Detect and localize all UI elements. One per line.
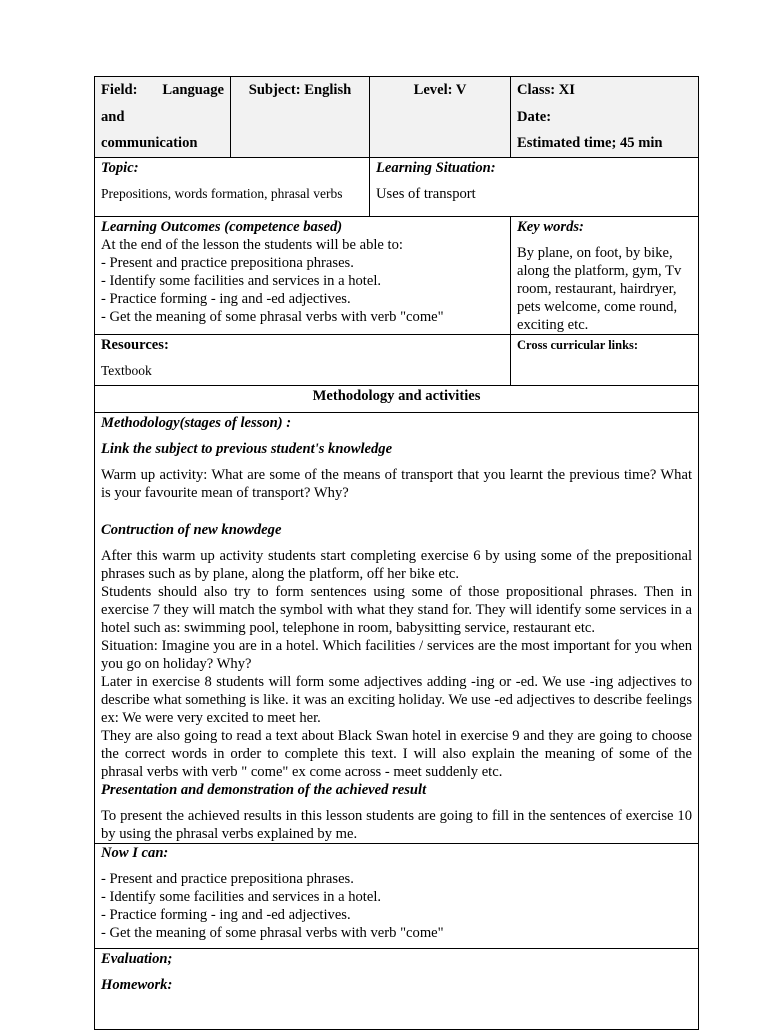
class-label: Class: XI xyxy=(517,82,575,98)
evaluation-row xyxy=(95,948,699,1029)
topic-label: Topic: xyxy=(101,159,139,176)
level-label: Level: V xyxy=(413,82,467,98)
construction-label: Contruction of new knowdege xyxy=(101,521,282,538)
learning-situation-label: Learning Situation: xyxy=(376,159,496,176)
methodology-title: Methodology and activities xyxy=(312,387,481,404)
key-words-value: By plane, on foot, by bike, along the platform, gym, Tv room, restaurant, hairdryer, pets welcome, come round, exciting etc. xyxy=(517,244,682,333)
field-label: Field: xyxy=(101,82,138,98)
lesson-plan-page xyxy=(94,76,698,1030)
presentation-label: Presentation and demonstration of the achieved result xyxy=(101,781,427,798)
homework-label: Homework: xyxy=(101,976,173,993)
methodology-title-cell xyxy=(95,385,699,412)
field-value-3: communication xyxy=(101,135,198,151)
methodology-title-row xyxy=(95,385,699,412)
methodology-row xyxy=(95,412,699,843)
link-subject-label: Link the subject to previous student's knowledge xyxy=(101,440,393,457)
field-value: Language xyxy=(162,82,224,98)
learning-outcomes-cell xyxy=(95,216,511,334)
methodology-paragraph: They are also going to read a text about Black Swan hotel in exercise 9 and they are going to choose the correct words in order to complete this text. I will also explain the meaning of some of the phrasal verbs with verb " come" ex come across - meet suddenly etc. xyxy=(101,727,693,780)
field-value-2: and xyxy=(101,108,125,125)
now-i-can-item: - Practice forming - ing and -ed adjectives. xyxy=(101,906,351,923)
key-words-label: Key words: xyxy=(517,218,584,235)
evaluation-cell xyxy=(95,948,699,1029)
presentation-text: To present the achieved results in this lesson students are going to fill in the sentences of exercise 10 by using the phrasal verbs explained by me. xyxy=(101,807,693,842)
methodology-stages-label: Methodology(stages of lesson) : xyxy=(101,414,292,431)
cross-curricular-cell xyxy=(511,334,699,385)
outcome-item: - Practice forming - ing and -ed adjectives. xyxy=(101,290,351,307)
outcomes-row xyxy=(95,216,699,334)
now-i-can-row xyxy=(95,843,699,948)
resources-value: Textbook xyxy=(101,362,152,378)
level-cell xyxy=(370,77,511,158)
methodology-paragraph: After this warm up activity students start completing exercise 6 by using some of the prepositional phrases such as by plane, along the platform, off her bike etc. xyxy=(101,547,693,582)
methodology-paragraph: Later in exercise 8 students will form some adjectives adding -ing or -ed. We use -ing adjectives to describe what something is like. it was an exciting holiday. We use -ed adjectives to describe feelings ex: We were very excited to meet her. xyxy=(101,673,693,726)
learning-situation-value: Uses of transport xyxy=(376,185,476,202)
subject-label: Subject: English xyxy=(248,82,352,98)
resources-label: Resources: xyxy=(101,336,169,353)
date-label: Date: xyxy=(517,108,552,125)
methodology-cell xyxy=(95,412,699,843)
now-i-can-item: - Present and practice prepositiona phrases. xyxy=(101,870,354,887)
topic-row xyxy=(95,157,699,216)
outcome-item: - Identify some facilities and services in a hotel. xyxy=(101,272,382,289)
class-cell xyxy=(511,77,699,158)
key-words-cell xyxy=(511,216,699,334)
warmup-text: Warm up activity: What are some of the means of transport that you learnt the previous time? What is your favourite mean of transport? Why? xyxy=(101,466,693,501)
methodology-paragraph: Students should also try to form sentences using some of those propositional phrases. Then in exercise 7 they will match the symbol with what they stand for. They will identify some services in a hotel such as: swimming pool, telephone in room, babysitting service, restaurant etc. xyxy=(101,583,693,636)
methodology-paragraph: Situation: Imagine you are in a hotel. Which facilities / services are the most important for you when you go on holiday? Why? xyxy=(101,637,693,672)
evaluation-label: Evaluation; xyxy=(101,950,173,967)
learning-outcomes-label: Learning Outcomes (competence based) xyxy=(101,218,343,235)
lesson-plan-table xyxy=(94,76,699,1030)
now-i-can-label: Now I can: xyxy=(101,844,169,861)
now-i-can-item: - Get the meaning of some phrasal verbs with verb "come" xyxy=(101,924,444,941)
resources-row xyxy=(95,334,699,385)
field-cell xyxy=(95,77,231,158)
resources-cell xyxy=(95,334,511,385)
estimated-time-label: Estimated time; 45 min xyxy=(517,135,663,151)
outcome-item: - Get the meaning of some phrasal verbs with verb "come" xyxy=(101,308,444,325)
subject-cell xyxy=(231,77,370,158)
header-row xyxy=(95,77,699,158)
topic-value: Prepositions, words formation, phrasal verbs xyxy=(101,185,343,201)
cross-curricular-label: Cross curricular links: xyxy=(517,337,639,352)
learning-outcomes-intro: At the end of the lesson the students will be able to: xyxy=(101,236,403,253)
now-i-can-item: - Identify some facilities and services in a hotel. xyxy=(101,888,382,905)
outcome-item: - Present and practice prepositiona phrases. xyxy=(101,254,354,271)
topic-cell xyxy=(95,157,370,216)
learning-situation-cell xyxy=(370,157,699,216)
now-i-can-cell xyxy=(95,843,699,948)
